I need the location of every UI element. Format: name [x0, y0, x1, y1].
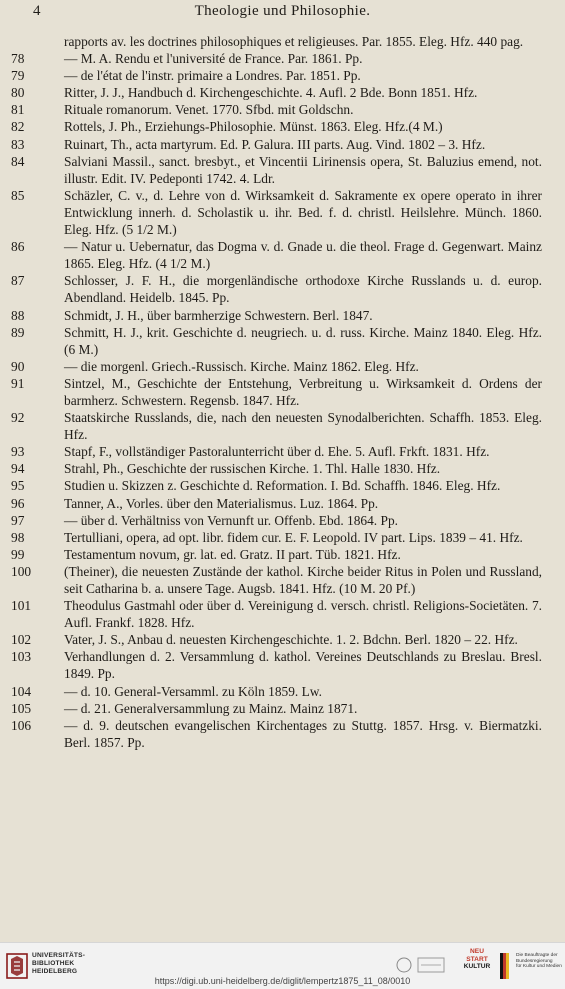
catalog-entries	[0, 33, 565, 751]
catalog-entry	[0, 33, 565, 50]
entry-number: 92	[11, 410, 25, 426]
catalog-entry	[0, 597, 565, 631]
catalog-entry	[0, 683, 565, 700]
entry-text: Verhandlungen d. 2. Versammlung d. kathol. Vereines Deutschlands zu Breslau. Bresl. 1849. Pp.	[64, 649, 542, 682]
entry-text: — de l'état de l'instr. primaire a Londres. Par. 1851. Pp.	[64, 68, 361, 84]
catalog-entry	[0, 136, 565, 153]
catalog-entry	[0, 101, 565, 118]
entry-number: 89	[11, 324, 25, 340]
entry-text: rapports av. les doctrines philosophiques et religieuses. Par. 1855. Eleg. Hfz. 440 pag.	[64, 34, 524, 49]
catalog-entry	[0, 495, 565, 512]
entry-text: — über d. Verhältniss von Vernunft ur. Offenb. Ebd. 1864. Pp.	[64, 512, 398, 528]
entry-number: 100	[11, 563, 32, 579]
entry-number: 80	[11, 85, 25, 101]
entry-number: 84	[11, 153, 25, 169]
entry-text: — M. A. Rendu et l'université de France. Par. 1861. Pp.	[64, 51, 363, 67]
viewer-footer	[0, 942, 565, 989]
entry-number: 86	[11, 239, 25, 255]
entry-text: Schmitt, H. J., krit. Geschichte d. neugriech. u. d. russ. Kirche. Mainz 1840. Eleg. Hfz. (6 M.)	[64, 324, 542, 357]
catalog-entry	[0, 460, 565, 477]
catalog-entry	[0, 443, 565, 460]
entry-number: 91	[11, 375, 25, 391]
ministry-text: Die Beauftragte der Bundesregierung für Kultur und Medien	[516, 953, 562, 970]
entry-number: 79	[11, 68, 25, 84]
catalog-entry	[0, 84, 565, 101]
document-url-link[interactable]: https://digi.ub.uni-heidelberg.de/diglit/lempertz1875_11_08/0010	[154, 976, 411, 986]
catalog-entry	[0, 272, 565, 306]
entry-number: 83	[11, 136, 25, 152]
catalog-entry	[0, 118, 565, 135]
entry-text: Tertulliani, opera, ad opt. libr. fidem cur. E. F. Leopold. IV part. Lips. 1839 – 41. Hfz.	[64, 529, 523, 545]
page-number: 4	[33, 3, 41, 19]
entry-text: — d. 21. Generalversammlung zu Mainz. Mainz 1871.	[64, 700, 358, 716]
entry-text: Ruinart, Th., acta martyrum. Ed. P. Galura. III parts. Aug. Vind. 1802 – 3. Hfz.	[64, 136, 486, 152]
page-header	[0, 1, 565, 23]
entry-number: 106	[11, 717, 32, 733]
entry-text: — die morgenl. Griech.-Russisch. Kirche. Mainz 1862. Eleg. Hfz.	[64, 358, 419, 374]
entry-text: Sintzel, M., Geschichte der Entstehung, Verbreitung u. Wirksamkeit d. Ordens der barmherz. Schwestern. Regensb. 1847. Hfz.	[64, 375, 542, 408]
catalog-entry	[0, 153, 565, 187]
catalog-entry	[0, 324, 565, 358]
catalog-entry	[0, 375, 565, 409]
entry-number: 102	[11, 632, 32, 648]
entry-number: 95	[11, 478, 25, 494]
entry-text: Schlosser, J. F. H., die morgenländische orthodoxe Kirche Russlands u. d. europ. Abendland. Heidelb. 1845. Pp.	[64, 273, 542, 306]
catalog-entry	[0, 529, 565, 546]
entry-number: 98	[11, 529, 25, 545]
entry-text: Vater, J. S., Anbau d. neuesten Kirchengeschichte. 1. 2. Bdchn. Berl. 1820 – 22. Hfz.	[64, 632, 518, 648]
catalog-entry	[0, 50, 565, 67]
entry-text: — d. 10. General-Versamml. zu Köln 1859. Lw.	[64, 683, 322, 699]
entry-text: Strahl, Ph., Geschichte der russischen Kirche. 1. Thl. Halle 1830. Hfz.	[64, 461, 441, 477]
entry-text: — d. 9. deutschen evangelischen Kirchentages zu Stuttg. 1857. Hrsg. v. Biermatzki. Berl. 1857. Pp.	[64, 717, 542, 750]
catalog-entry	[0, 67, 565, 84]
entry-text: Staatskirche Russlands, die, nach den neuesten Synodalberichten. Schaffh. 1853. Eleg. Hfz.	[64, 410, 542, 443]
entry-number: 105	[11, 700, 32, 716]
catalog-entry	[0, 477, 565, 494]
entry-number: 88	[11, 307, 25, 323]
entry-text: (Theiner), die neuesten Zustände der kathol. Kirche beider Ritus in Polen und Russland, seit Catharina b. a. unsere Tage. Augsb. 1841. Hfz. (10 M. 20 Pf.)	[64, 563, 542, 596]
entry-number: 87	[11, 273, 25, 289]
catalog-entry	[0, 238, 565, 272]
catalog-entry	[0, 409, 565, 443]
entry-text: Rituale romanorum. Venet. 1770. Sfbd. mit Goldschn.	[64, 102, 354, 118]
catalog-entry	[0, 512, 565, 529]
catalog-entry	[0, 648, 565, 682]
catalog-entry	[0, 717, 565, 751]
entry-number: 94	[11, 461, 25, 477]
entry-number: 81	[11, 102, 25, 118]
entry-text: Tanner, A., Vorles. über den Materialismus. Luz. 1864. Pp.	[64, 495, 379, 511]
running-title: Theologie und Philosophie.	[194, 3, 371, 19]
library-name: UNIVERSITÄTS- BIBLIOTHEK HEIDELBERG	[32, 952, 86, 975]
catalog-entry	[0, 187, 565, 238]
entry-text: Salviani Massil., sanct. bresbyt., et Vincentii Lirinensis opera, St. Baluzius emend, not. illustr. Edit. IV. Pedeponti 1742. 4. Ldr.	[64, 153, 542, 186]
entry-number: 85	[11, 187, 25, 203]
entry-text: Rottels, J. Ph., Erziehungs-Philosophie. Münst. 1863. Eleg. Hfz.(4 M.)	[64, 119, 443, 135]
entry-text: Theodulus Gastmahl oder über d. Vereinigung d. versch. christl. Religions-Societäten. 7. Aufl. Frankf. 1828. Hfz.	[64, 598, 542, 631]
entry-text: Schmidt, J. H., über barmherzige Schwestern. Berl. 1847.	[64, 307, 373, 323]
neustart-kultur-logo: NEU START KULTUR	[463, 948, 491, 970]
entry-number: 93	[11, 444, 25, 460]
entry-number: 104	[11, 683, 32, 699]
entry-number: 90	[11, 358, 25, 374]
entry-text: Stapf, F., vollständiger Pastoralunterricht über d. Ehe. 5. Aufl. Frkft. 1831. Hfz.	[64, 444, 490, 460]
entry-number: 78	[11, 51, 25, 67]
catalog-entry	[0, 307, 565, 324]
entry-number: 103	[11, 649, 32, 665]
entry-text: Studien u. Skizzen z. Geschichte d. Reformation. I. Bd. Schaffh. 1846. Eleg. Hfz.	[64, 478, 501, 494]
entry-number: 82	[11, 119, 25, 135]
catalog-entry	[0, 563, 565, 597]
entry-text: Ritter, J. J., Handbuch d. Kirchengeschichte. 4. Aufl. 2 Bde. Bonn 1851. Hfz.	[64, 85, 478, 101]
catalog-entry	[0, 700, 565, 717]
entry-text: Schäzler, C. v., d. Lehre von d. Wirksamkeit d. Sakramente ex opere operato in ihrer Entwicklung innerh. d. Scholastik u. ihr. Bed. f. d. christl. Heilslehre. Münch. 1860. Eleg. Hfz. (5 1/2 M.)	[64, 187, 542, 238]
entry-number: 96	[11, 495, 25, 511]
entry-text: — Natur u. Uebernatur, das Dogma v. d. Gnade u. die theol. Frage d. Gegenwart. Mainz 1865. Eleg. Hfz. (4 1/2 M.)	[64, 239, 542, 272]
entry-text: Testamentum novum, gr. lat. ed. Gratz. II part. Tüb. 1821. Hfz.	[64, 546, 401, 562]
entry-number: 101	[11, 598, 32, 614]
entry-number: 97	[11, 512, 25, 528]
entry-number: 99	[11, 546, 25, 562]
catalog-entry	[0, 631, 565, 648]
catalog-entry	[0, 546, 565, 563]
catalog-entry	[0, 358, 565, 375]
